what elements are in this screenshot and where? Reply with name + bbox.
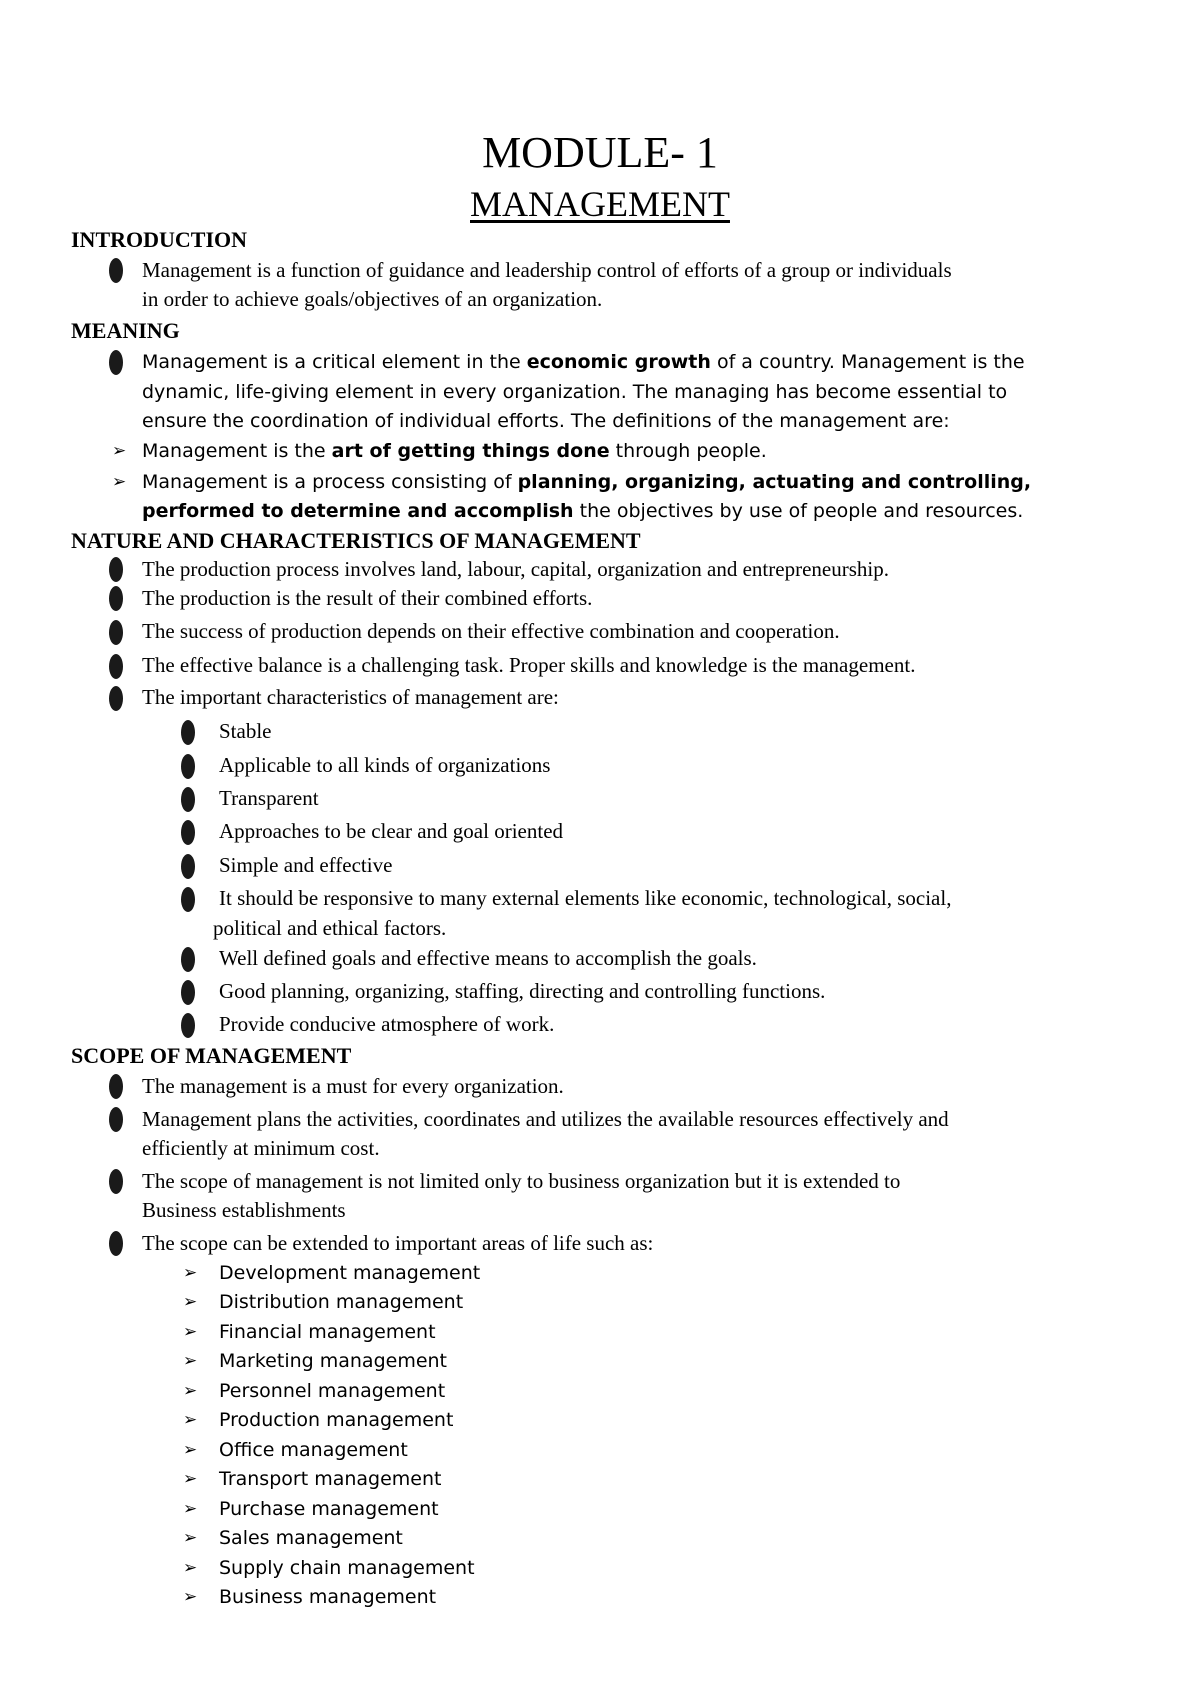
arrow-bullet-icon: ➢ xyxy=(112,441,127,461)
definition-2-line-1: Management is a process consisting of planning, organizing, actuating and controlling, xyxy=(142,471,1032,493)
bullet-icon xyxy=(181,787,195,812)
bullet-icon xyxy=(181,980,195,1005)
bullet-icon xyxy=(181,947,195,972)
bullet-icon xyxy=(181,854,195,879)
module-title: MODULE- 1 xyxy=(482,128,718,177)
meaning-line-3: ensure the coordination of individual efforts. The definitions of the management are: xyxy=(142,410,950,432)
bullet-icon xyxy=(109,350,123,375)
nature-item: The success of production depends on their effective combination and cooperation. xyxy=(142,619,840,643)
bullet-icon xyxy=(181,820,195,845)
bullet-icon xyxy=(109,620,123,645)
arrow-bullet-icon: ➢ xyxy=(183,1351,198,1371)
characteristic-item: Simple and effective xyxy=(219,853,393,877)
bullet-icon xyxy=(109,686,123,711)
bullet-icon xyxy=(181,1013,195,1038)
scope-area-item: Supply chain management xyxy=(219,1557,475,1579)
bullet-icon xyxy=(109,1169,123,1194)
bullet-icon xyxy=(109,258,123,283)
arrow-bullet-icon: ➢ xyxy=(183,1528,198,1548)
scope-item: The scope of management is not limited only to business organization but it is extended to xyxy=(142,1169,901,1193)
bullet-icon xyxy=(109,1074,123,1099)
arrow-bullet-icon: ➢ xyxy=(183,1440,198,1460)
arrow-bullet-icon: ➢ xyxy=(183,1469,198,1489)
scope-item-continued: Business establishments xyxy=(142,1198,346,1222)
nature-item: The production process involves land, labour, capital, organization and entrepreneurship. xyxy=(142,557,889,581)
arrow-bullet-icon: ➢ xyxy=(183,1410,198,1430)
scope-area-item: Office management xyxy=(219,1439,408,1461)
scope-area-item: Transport management xyxy=(219,1468,442,1490)
characteristic-item: Good planning, organizing, staffing, directing and controlling functions. xyxy=(219,979,826,1003)
meaning-heading: MEANING xyxy=(71,318,180,343)
arrow-bullet-icon: ➢ xyxy=(183,1499,198,1519)
scope-item-continued: efficiently at minimum cost. xyxy=(142,1136,380,1160)
arrow-bullet-icon: ➢ xyxy=(183,1587,198,1607)
arrow-bullet-icon: ➢ xyxy=(183,1292,198,1312)
scope-item: The management is a must for every organization. xyxy=(142,1074,564,1098)
characteristic-item: Applicable to all kinds of organizations xyxy=(219,753,551,777)
bullet-icon xyxy=(109,557,123,582)
meaning-line-1: Management is a critical element in the economic growth of a country. Management is the xyxy=(142,351,1025,373)
meaning-line-2: dynamic, life-giving element in every organization. The managing has become essential to xyxy=(142,381,1008,403)
scope-area-item: Personnel management xyxy=(219,1380,446,1402)
scope-area-item: Sales management xyxy=(219,1527,403,1549)
scope-area-item: Marketing management xyxy=(219,1350,448,1372)
nature-item: The effective balance is a challenging task. Proper skills and knowledge is the management. xyxy=(142,653,916,677)
bullet-icon xyxy=(181,887,195,912)
scope-area-item: Production management xyxy=(219,1409,454,1431)
characteristic-item: Provide conducive atmosphere of work. xyxy=(219,1012,555,1036)
bullet-icon xyxy=(181,754,195,779)
scope-area-item: Development management xyxy=(219,1262,481,1284)
nature-heading: NATURE AND CHARACTERISTICS OF MANAGEMENT xyxy=(71,528,641,553)
arrow-bullet-icon: ➢ xyxy=(183,1322,198,1342)
scope-item: Management plans the activities, coordinates and utilizes the available resources effectively and xyxy=(142,1107,949,1131)
scope-heading: SCOPE OF MANAGEMENT xyxy=(71,1043,352,1068)
scope-item: The scope can be extended to important areas of life such as: xyxy=(142,1231,654,1255)
nature-item: The production is the result of their combined efforts. xyxy=(142,586,593,610)
bullet-icon xyxy=(181,720,195,745)
bullet-icon xyxy=(109,1231,123,1256)
arrow-bullet-icon: ➢ xyxy=(183,1263,198,1283)
characteristic-item-continued: political and ethical factors. xyxy=(213,916,447,940)
scope-area-item: Business management xyxy=(219,1586,437,1608)
bullet-icon xyxy=(109,1107,123,1132)
page-subtitle: MANAGEMENT xyxy=(470,184,730,224)
arrow-bullet-icon: ➢ xyxy=(183,1558,198,1578)
scope-area-item: Financial management xyxy=(219,1321,436,1343)
characteristic-item: It should be responsive to many external elements like economic, technological, social, xyxy=(219,886,952,910)
characteristic-item: Transparent xyxy=(219,786,319,810)
scope-area-item: Distribution management xyxy=(219,1291,464,1313)
characteristic-item: Well defined goals and effective means to accomplish the goals. xyxy=(219,946,757,970)
bullet-icon xyxy=(109,654,123,679)
characteristic-item: Stable xyxy=(219,719,272,743)
nature-item: The important characteristics of management are: xyxy=(142,685,559,709)
arrow-bullet-icon: ➢ xyxy=(112,472,127,492)
scope-area-item: Purchase management xyxy=(219,1498,439,1520)
introduction-heading: INTRODUCTION xyxy=(71,227,248,252)
bullet-icon xyxy=(109,586,123,611)
definition-2-line-2: performed to determine and accomplish the objectives by use of people and resources. xyxy=(142,500,1024,522)
intro-line-2: in order to achieve goals/objectives of an organization. xyxy=(142,287,603,311)
characteristic-item: Approaches to be clear and goal oriented xyxy=(219,819,564,843)
intro-line-1: Management is a function of guidance and leadership control of efforts of a group or individuals xyxy=(142,258,952,282)
arrow-bullet-icon: ➢ xyxy=(183,1381,198,1401)
definition-1: Management is the art of getting things done through people. xyxy=(142,440,767,462)
